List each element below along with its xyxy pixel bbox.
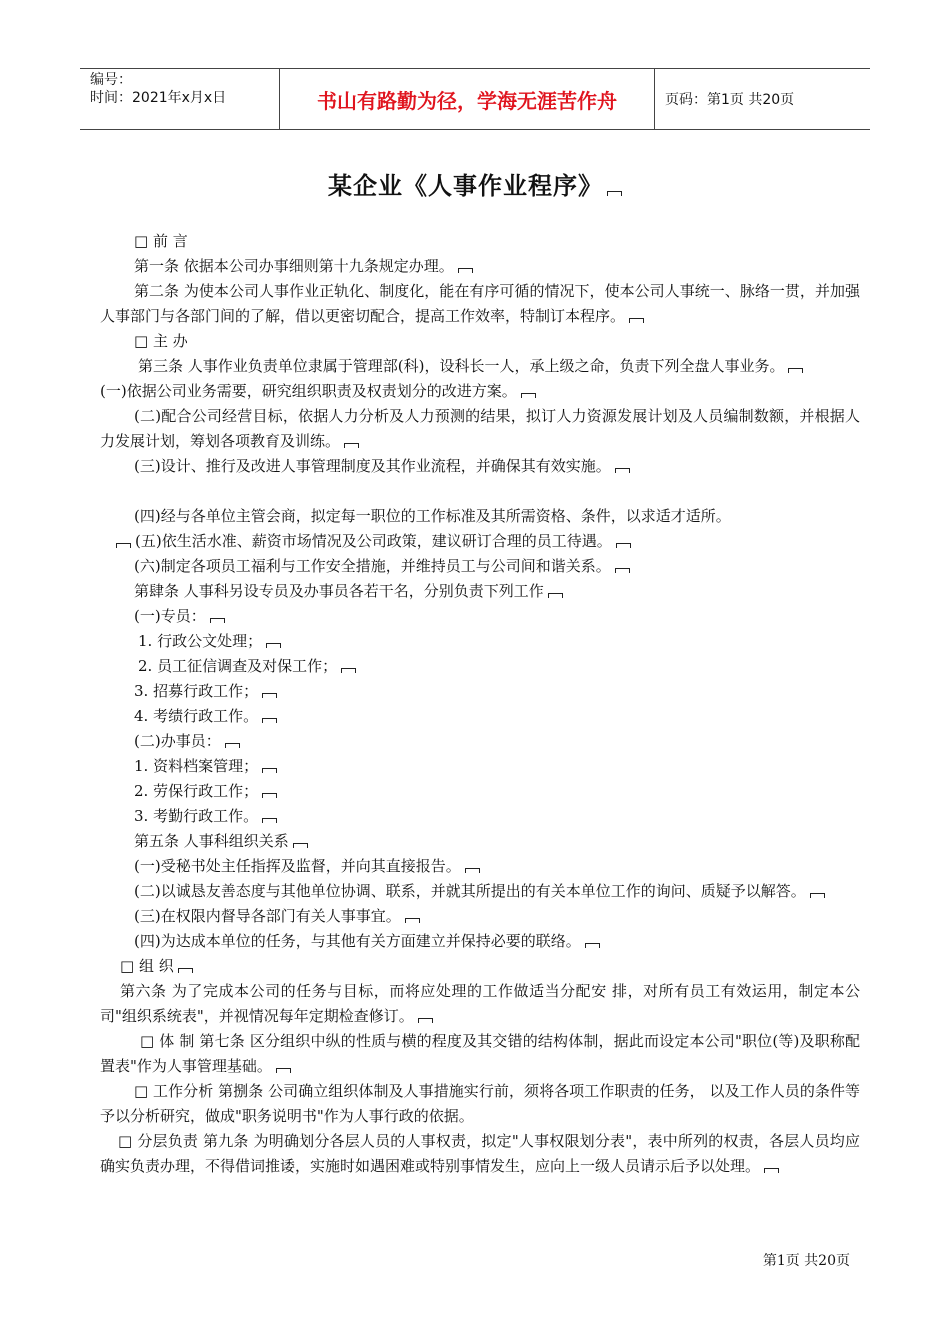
paragraph-mark-icon [764, 1168, 779, 1173]
paragraph-mark-icon [210, 618, 225, 623]
list-item: (二)办事员： [100, 729, 860, 754]
list-item: 4. 考绩行政工作。 [100, 704, 860, 729]
paragraph-mark-icon [225, 743, 240, 748]
paragraph-mark-icon [262, 818, 277, 823]
paragraph-mark-icon [788, 368, 803, 373]
paragraph-mark-icon [266, 643, 281, 648]
list-item: 1. 资料档案管理； [100, 754, 860, 779]
paragraph: (一)受秘书处主任指挥及监督，并向其直接报告。 [100, 854, 860, 879]
paragraph-mark-icon [293, 843, 308, 848]
paragraph: 第五条 人事科组织关系 [100, 829, 860, 854]
section-heading: □ 组 织 [100, 954, 860, 979]
paragraph-mark-icon [262, 693, 277, 698]
list-item: 3. 招募行政工作； [100, 679, 860, 704]
paragraph: 第六条 为了完成本公司的任务与目标，而将应处理的工作做适当分配安 排，对所有员工有效运用，制定本公司"组织系统表"，并视情况每年定期检查修订。 [100, 982, 860, 1025]
paragraph-mark-icon [116, 543, 131, 548]
paragraph-mark-icon [585, 943, 600, 948]
paragraph-mark-icon [615, 468, 630, 473]
paragraph-mark-icon [262, 793, 277, 798]
paragraph: 第三条 人事作业负责单位隶属于管理部(科)，设科长一人，承上级之命，负责下列全盘人事业务。 [100, 354, 860, 379]
paragraph-mark-icon [616, 543, 631, 548]
paragraph-mark-icon [276, 1068, 291, 1073]
paragraph-mark-icon [405, 918, 420, 923]
paragraph-mark-icon [810, 893, 825, 898]
paragraph-mark-icon [615, 568, 630, 573]
paragraph: (二)以诚恳友善态度与其他单位协调、联系，并就其所提出的有关本单位工作的询问、质疑予以解答。 [100, 879, 860, 904]
header-page-info: 页码：第1页 共20页 [665, 92, 795, 108]
section-heading: □ 前 言 [134, 232, 188, 250]
paragraph-mark-icon [344, 443, 359, 448]
paragraph-mark-icon [262, 718, 277, 723]
section-heading: □ 主 办 [134, 332, 188, 350]
paragraph: (四)经与各单位主管会商，拟定每一职位的工作标准及其所需资格、条件，以求适才适所。 [134, 507, 731, 525]
list-item: (一)专员： [100, 604, 860, 629]
list-item: 2. 劳保行政工作； [100, 779, 860, 804]
paragraph: (五)依生活水准、薪资市场情况及公司政策，建议研订合理的员工待遇。 [100, 529, 860, 554]
page-footer: 第1页 共20页 [762, 1253, 850, 1269]
serial-label: 编号： [90, 72, 132, 88]
paragraph-mark-icon [262, 768, 277, 773]
paragraph-mark-icon [178, 968, 193, 973]
page-header [80, 68, 870, 130]
time-label: 时间：2021年x月x日 [90, 90, 227, 106]
paragraph-mark-icon [548, 593, 563, 598]
paragraph: □ 工作分析 第捌条 公司确立组织体制及人事措施实行前，须将各项工作职责的任务， 以及工作人员的条件等予以分析研究，做成"职务说明书"作为人事行政的依据。 [100, 1082, 860, 1125]
list-item: 2. 员工征信调查及对保工作； [100, 654, 860, 679]
paragraph-mark-icon [521, 393, 536, 398]
paragraph-mark-icon [629, 318, 644, 323]
list-item: 3. 考勤行政工作。 [100, 804, 860, 829]
paragraph: 第一条 依据本公司办事细则第十九条规定办理。 [100, 254, 860, 279]
paragraph: □ 分层负责 第九条 为明确划分各层人员的人事权责，拟定"人事权限划分表"，表中所列的权责，各层人员均应确实负责办理，不得借词推诿，实施时如遇困难或特别事情发生，应向上一级人员请示后予以处理。 [100, 1132, 860, 1175]
document-body [100, 229, 860, 1179]
paragraph: (六)制定各项员工福利与工作安全措施，并维持员工与公司间和谐关系。 [100, 554, 860, 579]
paragraph-mark-icon [607, 191, 622, 196]
paragraph: (三)设计、推行及改进人事管理制度及其作业流程，并确保其有效实施。 [100, 454, 860, 479]
paragraph: (四)为达成本单位的任务，与其他有关方面建立并保持必要的联络。 [100, 929, 860, 954]
header-motto: 书山有路勤为径，学海无涯苦作舟 [280, 69, 655, 129]
spacer [100, 479, 860, 504]
paragraph-mark-icon [465, 868, 480, 873]
list-item: 1. 行政公文处理； [100, 629, 860, 654]
header-meta [80, 69, 280, 129]
paragraph: 第肆条 人事科另设专员及办事员各若干名，分别负责下列工作 [100, 579, 860, 604]
paragraph: 第二条 为使本公司人事作业正轨化、制度化，能在有序可循的情况下，使本公司人事统一、脉络一贯，并加强人事部门与各部门间的了解，借以更密切配合，提高工作效率，特制订本程序。 [100, 282, 860, 325]
paragraph: (一)依据公司业务需要，研究组织职责及权责划分的改进方案。 [100, 379, 860, 404]
paragraph-mark-icon [458, 268, 473, 273]
paragraph-mark-icon [341, 668, 356, 673]
paragraph-mark-icon [418, 1018, 433, 1023]
document-title: 某企业《人事作业程序》 [0, 166, 950, 201]
paragraph: □ 体 制 第七条 区分组织中纵的性质与横的程度及其交错的结构体制，据此而设定本公司"职位(等)及职称配置表"作为人事管理基础。 [100, 1032, 860, 1075]
paragraph: (二)配合公司经营目标，依据人力分析及人力预测的结果，拟订人力资源发展计划及人员编制数额，并根据人力发展计划，筹划各项教育及训练。 [100, 407, 860, 450]
paragraph: (三)在权限内督导各部门有关人事事宜。 [100, 904, 860, 929]
